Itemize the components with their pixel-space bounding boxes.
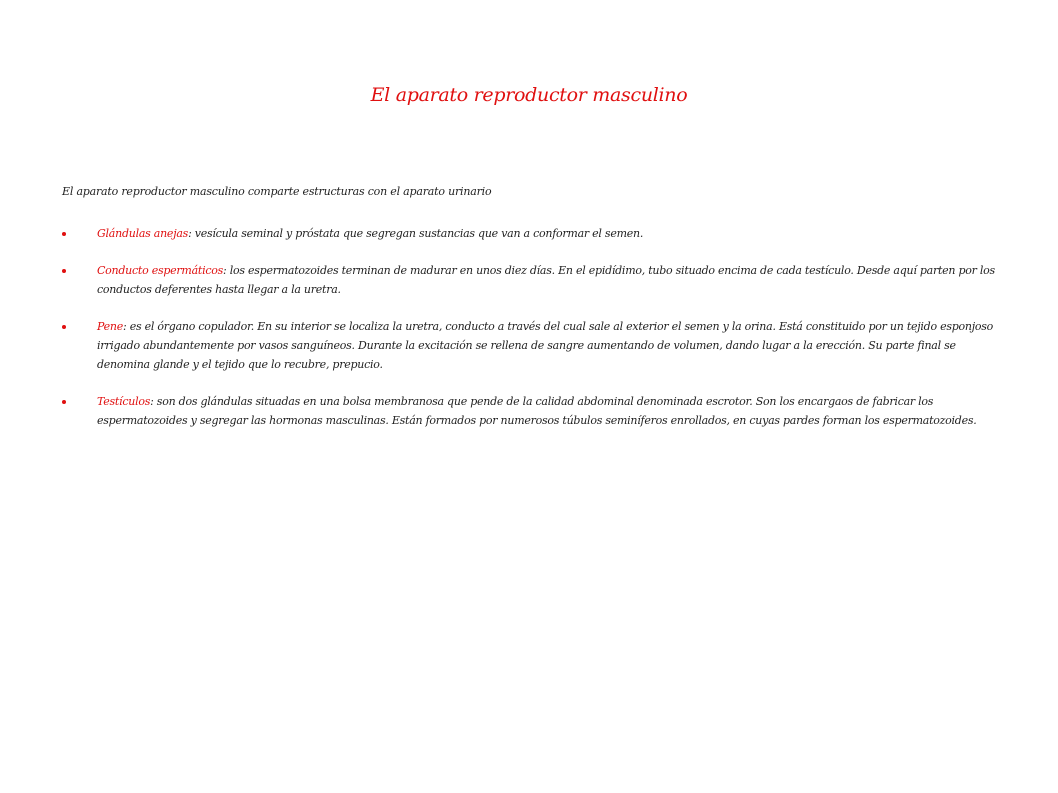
list-item-pene (62, 317, 1006, 374)
bullet-icon (62, 269, 66, 273)
item-text: : es el órgano copulador. En su interior se localiza la uretra, conducto a través del cual sale al exterior el semen y la orina. Está constituido por un tejido esponjoso irrigado abundantemente por vasos sanguíneos. Durante la excitación se rellena de sangre aumentando de volumen, dando lugar a la erección. Su parte final se denomina glande y el tejido que lo recubre, prepucio. (97, 320, 994, 371)
item-term: Conducto espermáticos (97, 264, 224, 277)
list-item-conducto-espermaticos (62, 261, 1006, 299)
bullet-icon (62, 400, 66, 404)
item-text: : vesícula seminal y próstata que segregan sustancias que van a conformar el semen. (188, 227, 644, 240)
list-item-glandulas-anejas (62, 224, 1006, 243)
page-title: El aparato reproductor masculino (370, 84, 688, 106)
bullet-icon (62, 232, 66, 236)
item-term: Testículos (97, 395, 151, 408)
bullet-list (62, 224, 1006, 448)
intro-text: El aparato reproductor masculino comparte estructuras con el aparato urinario (62, 185, 492, 198)
item-text: : los espermatozoides terminan de madurar en unos diez días. En el epidídimo, tubo situado encima de cada testículo. Desde aquí parten por los conductos deferentes hasta llegar a la uretra. (97, 264, 995, 296)
bullet-icon (62, 325, 66, 329)
item-text: : son dos glándulas situadas en una bolsa membranosa que pende de la calidad abdominal denominada escrotor. Son los encargaos de fabricar los espermatozoides y segregar las hormonas masculinas. Están formados por numerosos túbulos seminíferos enrollados, en cuyas pardes forman los espermatozoides. (97, 395, 977, 427)
item-term: Pene (97, 320, 124, 333)
list-item-testiculos (62, 392, 1006, 430)
item-term: Glándulas anejas (97, 227, 189, 240)
